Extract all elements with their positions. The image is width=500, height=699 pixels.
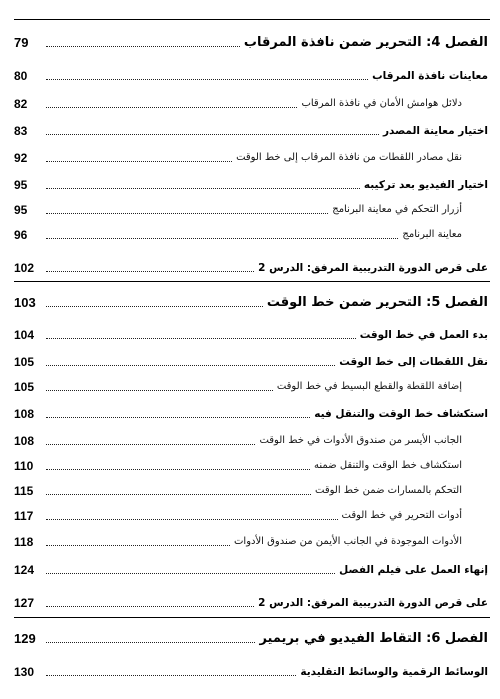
toc-entry-sub[interactable] [14,145,462,165]
dot-leader [46,213,328,214]
toc-entry-section[interactable] [14,118,488,138]
toc-page-number: 105 [14,380,35,394]
toc-entry-sub[interactable] [14,453,462,473]
dot-leader [46,306,263,307]
toc-title: التحكم بالمسارات ضمن خط الوقت [315,485,462,496]
dot-leader [46,573,335,574]
toc-page-number: 79 [14,35,29,50]
toc-title: الفصل 6: التقاط الفيديو في بريمير [259,631,488,646]
dot-leader [46,46,240,47]
toc-page-number: 115 [14,484,34,498]
toc-title: نقل اللقطات إلى خط الوقت [339,356,488,368]
dot-leader [46,444,255,445]
toc-page-number: 117 [14,509,34,523]
dot-leader [46,606,254,607]
toc-entry-sub[interactable] [14,222,462,242]
dot-leader [46,494,311,495]
toc-entry-chapter[interactable] [14,626,488,646]
toc-entry-sub[interactable] [14,197,462,217]
dot-leader [46,642,255,643]
toc-title: الأدوات الموجودة في الجانب الأيمن من صندوق الأدوات [234,536,462,547]
dot-leader [46,271,254,272]
toc-page-number: 105 [14,355,35,369]
dot-leader [46,338,356,339]
toc-page-number: 130 [14,665,35,679]
toc-entry-section[interactable] [14,322,488,342]
toc-entry-sub[interactable] [14,374,462,394]
toc-title: معاينات نافذة المرقاب [372,70,488,82]
toc-title: اختيار معاينة المصدر [382,125,488,137]
toc-page-number: 80 [14,69,28,83]
dot-leader [46,417,310,418]
toc-title: الفصل 4: التحرير ضمن نافذة المرقاب [243,35,488,50]
dot-leader [46,675,296,676]
toc-page-number: 129 [14,631,36,646]
toc-page-number: 82 [14,97,28,111]
dot-leader [46,469,310,470]
toc-entry-sub[interactable] [14,503,462,523]
toc-title: اختيار الفيديو بعد تركيبه [363,179,488,191]
toc-page-number: 95 [14,178,28,192]
dot-leader [46,390,273,391]
toc-entry-chapter[interactable] [14,290,488,310]
toc-entry-sub[interactable] [14,529,462,549]
toc-page-number: 83 [14,124,28,138]
dot-leader [46,545,230,546]
toc-title: استكشاف خط الوقت والتنقل ضمنه [314,460,462,471]
toc-entry-sub[interactable] [14,428,462,448]
dot-leader [46,79,368,80]
toc-title: على قرص الدورة التدريبية المرفق: الدرس 2 [258,262,488,274]
toc-page-number: 108 [14,434,35,448]
toc-title: الجانب الأيسر من صندوق الأدوات في خط الوقت [259,435,462,446]
toc-entry-section[interactable] [14,590,488,610]
toc-title: على قرص الدورة التدريبية المرفق: الدرس 2 [258,597,488,609]
toc-page-number: 108 [14,407,35,421]
toc-entry-section[interactable] [14,557,488,577]
toc-page-number: 103 [14,295,36,310]
dot-leader [46,519,338,520]
chapter-divider [14,281,490,282]
toc-entry-section[interactable] [14,63,488,83]
toc-title: الوسائط الرقمية والوسائط التقليدية [300,666,488,678]
dot-leader [46,365,335,366]
toc-entry-chapter[interactable] [14,30,488,50]
toc-entry-section[interactable] [14,349,488,369]
toc-page-number: 95 [14,203,28,217]
toc-entry-section[interactable] [14,659,488,679]
toc-page-number: 118 [14,535,34,549]
toc-entry-sub[interactable] [14,91,462,111]
toc-title: دلائل هوامش الأمان في نافذة المرقاب [301,98,462,109]
toc-entry-section[interactable] [14,172,488,192]
toc-title: إنهاء العمل على فيلم الفصل [339,564,488,576]
dot-leader [46,161,232,162]
toc-entry-sub[interactable] [14,478,462,498]
dot-leader [46,134,379,135]
toc-page-number: 102 [14,261,35,275]
toc-title: استكشاف خط الوقت والتنقل فيه [314,408,488,420]
dot-leader [46,238,398,239]
toc-page-number: 104 [14,328,35,342]
toc-page-number: 127 [14,596,35,610]
dot-leader [46,188,360,189]
toc-title: الفصل 5: التحرير ضمن خط الوقت [266,295,488,310]
toc-title: بدء العمل في خط الوقت [359,329,488,341]
toc-title: إضافة اللقطة والقطع البسيط في خط الوقت [276,381,462,392]
toc-entry-section[interactable] [14,255,488,275]
toc-page-number: 110 [14,459,34,473]
toc-title: أدوات التحرير في خط الوقت [341,510,462,521]
toc-page-number: 92 [14,151,28,165]
toc-title: أزرار التحكم في معاينة البرنامج [332,204,462,215]
toc-page-number: 96 [14,228,28,242]
toc-title: معاينة البرنامج [402,229,462,240]
toc-entry-section[interactable] [14,401,488,421]
chapter-divider [14,19,490,20]
dot-leader [46,107,297,108]
toc-page-number: 124 [14,563,35,577]
chapter-divider [14,617,490,618]
toc-title: نقل مصادر اللقطات من نافذة المرقاب إلى خط الوقت [236,152,462,163]
